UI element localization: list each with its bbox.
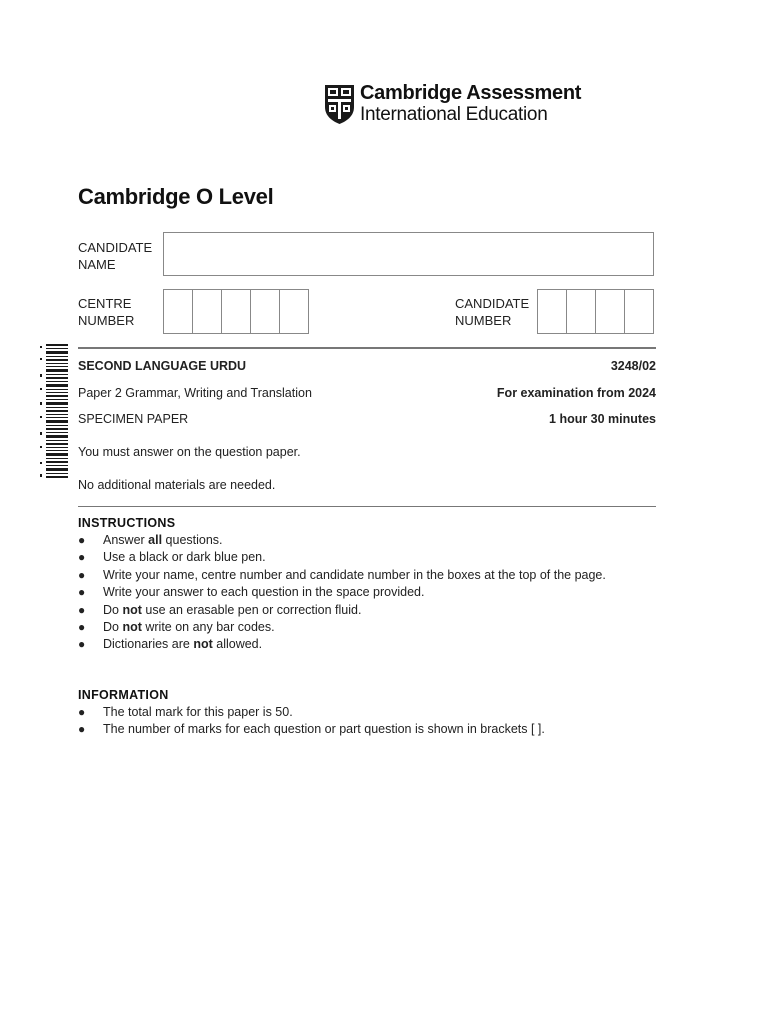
digit-cell[interactable] xyxy=(538,290,567,333)
cambridge-shield-icon xyxy=(323,83,356,125)
bullet-icon: ● xyxy=(78,550,86,565)
list-item: ● Use a black or dark blue pen. xyxy=(78,549,606,566)
digit-cell[interactable] xyxy=(280,290,309,333)
list-item: ● Dictionaries are not allowed. xyxy=(78,636,606,653)
digit-cell[interactable] xyxy=(567,290,596,333)
list-item: ● Answer all questions. xyxy=(78,532,606,549)
examination-year: For examination from 2024 xyxy=(496,386,656,400)
candidate-number-label: CANDIDATE NUMBER xyxy=(455,296,530,328)
instructions-heading: INSTRUCTIONS xyxy=(78,516,176,530)
centre-number-field[interactable] xyxy=(163,289,309,334)
bullet-icon: ● xyxy=(78,637,86,652)
subject-title: SECOND LANGUAGE URDU xyxy=(78,359,247,373)
syllabus-code: 3248/02 xyxy=(610,359,656,373)
list-item: ● The number of marks for each question or part question is shown in brackets [ ]. xyxy=(78,721,545,738)
candidate-name-label: CANDIDATE NAME xyxy=(78,240,153,272)
candidate-number-field[interactable] xyxy=(537,289,654,334)
bullet-icon: ● xyxy=(78,705,86,719)
bullet-icon: ● xyxy=(78,567,86,582)
list-item: ● Write your answer to each question in the space provided. xyxy=(78,584,606,601)
bullet-icon: ● xyxy=(78,602,86,617)
paper-type: SPECIMEN PAPER xyxy=(78,412,189,426)
list-item: ● Write your name, centre number and candidate number in the boxes at the top of the page. xyxy=(78,567,606,584)
materials-note: No additional materials are needed. xyxy=(78,478,276,492)
answer-note: You must answer on the question paper. xyxy=(78,445,301,459)
digit-cell[interactable] xyxy=(625,290,654,333)
logo-line-2: International Education xyxy=(360,104,548,125)
candidate-name-field[interactable] xyxy=(163,232,654,276)
paper-name: Paper 2 Grammar, Writing and Translation xyxy=(78,386,312,400)
list-item: ● Do not use an erasable pen or correction fluid. xyxy=(78,602,606,619)
digit-cell[interactable] xyxy=(164,290,193,333)
bullet-icon: ● xyxy=(78,722,86,737)
exam-duration: 1 hour 30 minutes xyxy=(549,412,656,426)
digit-cell[interactable] xyxy=(222,290,251,333)
instructions-list xyxy=(78,532,606,654)
list-item: ● The total mark for this paper is 50. xyxy=(78,704,545,721)
digit-cell[interactable] xyxy=(596,290,625,333)
list-item: ● Do not write on any bar codes. xyxy=(78,619,606,636)
cambridge-logo xyxy=(323,82,581,126)
barcode xyxy=(40,344,68,480)
logo-line-1: Cambridge Assessment xyxy=(360,82,582,104)
section-divider xyxy=(78,506,656,507)
information-heading: INFORMATION xyxy=(78,688,169,702)
page-title: Cambridge O Level xyxy=(78,184,274,209)
header-divider xyxy=(78,347,656,349)
bullet-icon: ● xyxy=(78,533,86,547)
digit-cell[interactable] xyxy=(251,290,280,333)
bullet-icon: ● xyxy=(78,585,86,600)
digit-cell[interactable] xyxy=(193,290,222,333)
bullet-icon: ● xyxy=(78,620,86,635)
centre-number-label: CENTRE NUMBER xyxy=(78,296,135,328)
information-list xyxy=(78,704,545,739)
